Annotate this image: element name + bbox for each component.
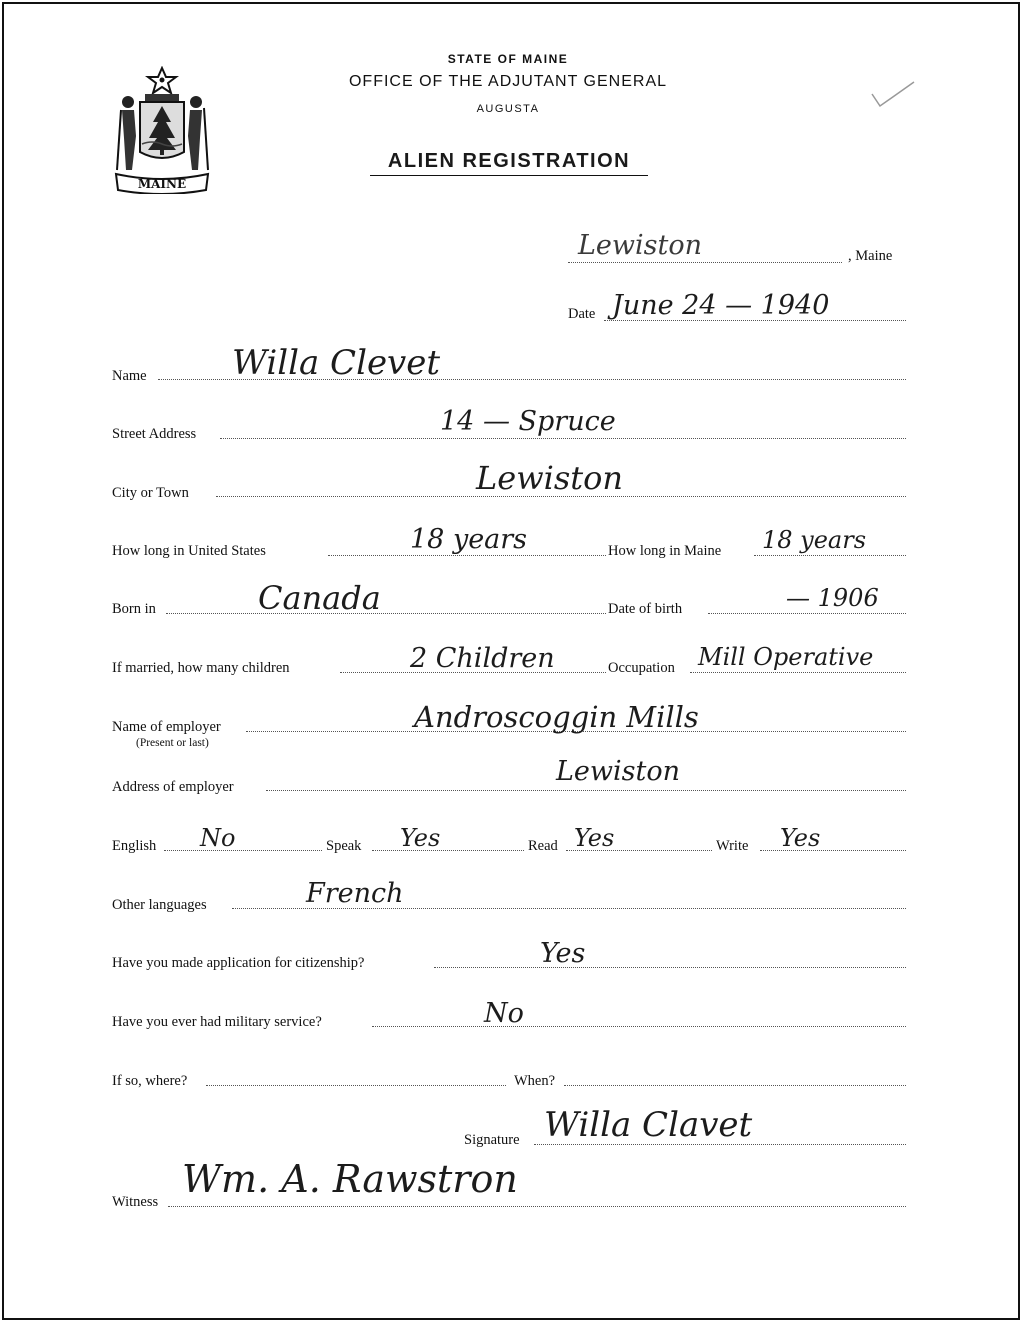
street-address-line: [220, 438, 906, 439]
name-entry: Willa Clevet: [232, 343, 441, 383]
english-entry: No: [200, 824, 236, 852]
if-so-where-label: If so, where?: [112, 1073, 188, 1089]
employer-address-entry: Lewiston: [556, 756, 681, 787]
date-of-birth-entry: — 1906: [786, 584, 879, 612]
employer-sublabel: (Present or last): [136, 737, 209, 749]
city-entry: Lewiston: [476, 459, 623, 497]
when-line: [564, 1085, 906, 1086]
street-address-entry: 14 — Spruce: [440, 406, 616, 437]
how-long-maine-entry: 18 years: [762, 526, 867, 554]
occupation-label: Occupation: [608, 660, 675, 676]
born-in-line: [166, 613, 606, 614]
military-entry: No: [484, 998, 524, 1029]
military-line: [372, 1026, 906, 1027]
city-label: City or Town: [112, 485, 189, 501]
write-label: Write: [716, 838, 749, 854]
employer-label: Name of employer: [112, 719, 221, 735]
citizenship-line: [434, 967, 906, 968]
citizenship-entry: Yes: [540, 938, 586, 969]
married-children-label: If married, how many children: [112, 660, 290, 676]
speak-line: [372, 850, 524, 851]
header-city: AUGUSTA: [476, 103, 540, 115]
town-entry: Lewiston: [578, 230, 703, 261]
citizenship-label: Have you made application for citizenship?: [112, 955, 365, 971]
occupation-entry: Mill Operative: [698, 643, 874, 671]
speak-entry: Yes: [400, 824, 441, 852]
born-in-label: Born in: [112, 601, 156, 617]
witness-entry: Wm. A. Rawstron: [182, 1157, 518, 1201]
occupation-line: [690, 672, 906, 673]
street-address-label: Street Address: [112, 426, 197, 442]
when-label: When?: [514, 1073, 556, 1089]
witness-label: Witness: [112, 1194, 159, 1210]
write-entry: Yes: [780, 824, 821, 852]
signature-entry: Willa Clavet: [544, 1105, 753, 1145]
how-long-maine-line: [754, 555, 906, 556]
date-of-birth-label: Date of birth: [608, 601, 683, 617]
how-long-us-entry: 18 years: [410, 524, 528, 555]
how-long-us-line: [328, 555, 606, 556]
checkmark-icon: [868, 80, 918, 110]
speak-label: Speak: [326, 838, 362, 854]
employer-address-label: Address of employer: [112, 779, 234, 795]
form-title: ALIEN REGISTRATION: [370, 150, 648, 176]
english-label: English: [112, 838, 157, 854]
other-languages-label: Other languages: [112, 897, 207, 913]
born-in-entry: Canada: [258, 579, 381, 617]
how-long-maine-label: How long in Maine: [608, 543, 722, 559]
how-long-us-label: How long in United States: [112, 543, 266, 559]
witness-line: [168, 1206, 906, 1207]
seal-banner-text: MAINE: [137, 177, 187, 191]
name-label: Name: [112, 368, 147, 384]
date-entry: June 24 — 1940: [612, 290, 830, 321]
employer-address-line: [266, 790, 906, 791]
married-children-entry: 2 Children: [410, 643, 555, 674]
header-state: STATE OF MAINE: [447, 52, 569, 66]
signature-label: Signature: [464, 1132, 520, 1148]
date-label: Date: [568, 306, 596, 322]
read-entry: Yes: [574, 824, 615, 852]
if-so-where-line: [206, 1085, 506, 1086]
military-label: Have you ever had military service?: [112, 1014, 322, 1030]
english-line: [164, 850, 322, 851]
read-label: Read: [528, 838, 558, 854]
employer-entry: Androscoggin Mills: [414, 700, 699, 734]
maine-label: , Maine: [848, 248, 893, 264]
header-office: OFFICE OF THE ADJUTANT GENERAL: [348, 73, 668, 90]
town-line: [568, 262, 842, 263]
date-of-birth-line: [708, 613, 906, 614]
other-languages-entry: French: [306, 878, 404, 909]
